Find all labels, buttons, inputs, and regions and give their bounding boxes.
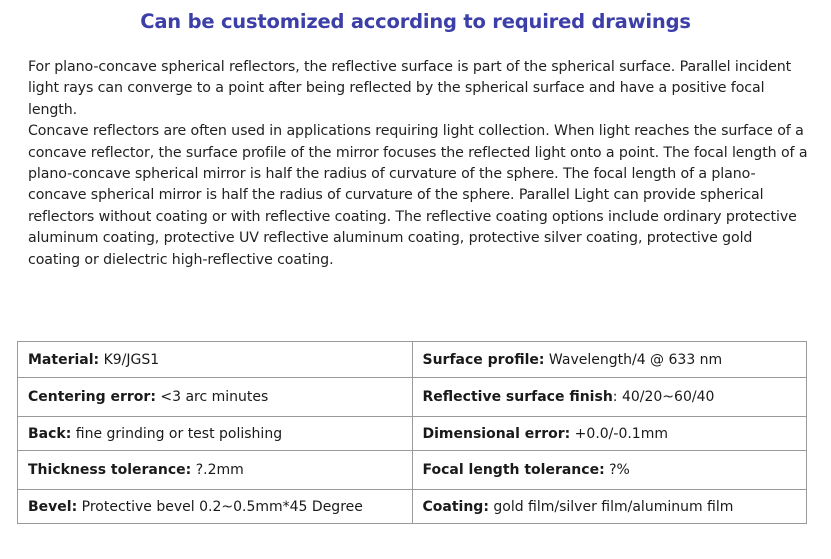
page-title: Can be customized according to required drawings (140, 10, 691, 33)
spec-dimensional-error (412, 417, 807, 451)
spec-label: Dimensional error: (422, 425, 571, 442)
spec-label: Focal length tolerance: (422, 462, 605, 478)
spec-value: fine grinding or test polishing (71, 425, 283, 442)
table-row (18, 417, 807, 451)
spec-label: Back: (28, 425, 72, 442)
spec-label: Thickness tolerance: (28, 462, 192, 478)
spec-back (18, 417, 413, 451)
spec-material (18, 342, 413, 378)
table-row (18, 451, 807, 490)
paragraph-1: For plano-concave spherical reflectors, the reflective surface is part of the spherical surface. Parallel incident light rays can converge to a point after being reflected by the spherical surface and have a positive focal length. (28, 59, 792, 118)
spec-reflective-finish (412, 378, 807, 417)
table-row (18, 342, 807, 378)
spec-value: Protective bevel 0.2~0.5mm*45 Degree (77, 498, 363, 515)
spec-value: Wavelength/4 @ 633 nm (544, 351, 723, 368)
spec-label: Material: (28, 351, 100, 368)
spec-value: : 40/20~60/40 (612, 389, 715, 405)
spec-value: <3 arc minutes (155, 389, 269, 405)
table-row (18, 490, 807, 524)
spec-value: gold film/silver film/aluminum film (488, 498, 734, 515)
spec-label: Coating: (422, 498, 489, 515)
specifications-table (17, 341, 807, 524)
spec-label: Centering error: (28, 389, 156, 405)
spec-value: ?.2mm (191, 462, 244, 478)
spec-value: +0.0/-0.1mm (570, 425, 668, 442)
spec-coating (412, 490, 807, 524)
spec-bevel (18, 490, 413, 524)
spec-value: K9/JGS1 (99, 351, 160, 368)
spec-focal-length-tolerance (412, 451, 807, 490)
spec-label: Surface profile: (422, 351, 545, 368)
spec-value: ?% (604, 462, 630, 478)
spec-centering-error (18, 378, 413, 417)
description-text (28, 57, 808, 271)
paragraph-2: Concave reflectors are often used in applications requiring light collection. When light reaches the surface of a concave reflector, the surface profile of the mirror focuses the reflected light onto a point. The focal length of a plano-concave spherical mirror is half the radius of curvature of the sphere. The focal length of a plano-concave spherical mirror is half the radius of curvature of the sphere. Parallel Light can provide spherical reflectors without coating or with reflective coating. The reflective coating options include ordinary protective aluminum coating, protective UV reflective aluminum coating, protective silver coating, protective gold coating or dielectric high-reflective coating. (28, 123, 808, 268)
spec-thickness-tolerance (18, 451, 413, 490)
table-row (18, 378, 807, 417)
spec-label: Reflective surface finish (422, 389, 613, 405)
spec-label: Bevel: (28, 498, 78, 515)
spec-surface-profile (412, 342, 807, 378)
